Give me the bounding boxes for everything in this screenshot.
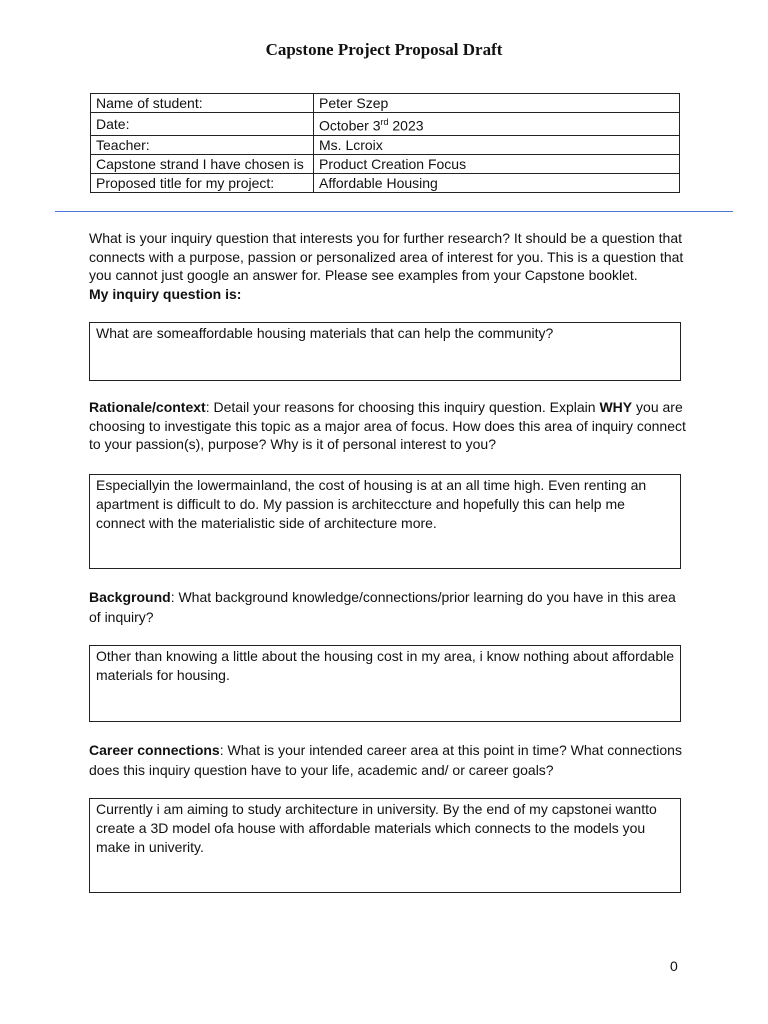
date-value[interactable]	[314, 113, 680, 136]
table-row	[91, 113, 680, 136]
rationale-prompt-a: : Detail your reasons for choosing this inquiry question. Explain	[205, 399, 600, 415]
inquiry-prompt-text: What is your inquiry question that interests you for further research? It should be a question that connects with a purpose, passion or personalized area of interest for you. This is a question that you cannot just google an answer for. Please see examples from your Capstone booklet.	[89, 230, 684, 283]
section-divider	[55, 211, 733, 212]
teacher-value[interactable]: Ms. Lcroix	[314, 135, 680, 154]
inquiry-prompt	[89, 229, 689, 303]
date-year: 2023	[388, 117, 424, 134]
career-answer-box[interactable]: Currently i am aiming to study architecture in university. By the end of my capstonei wantto create a 3D model ofa house with affordable materials which connects to the models you make in univerity.	[89, 798, 681, 893]
name-value[interactable]: Peter Szep	[314, 94, 680, 113]
rationale-heading: Rationale/context	[89, 399, 206, 415]
date-superscript: rd	[380, 117, 389, 127]
project-title-label: Proposed title for my project:	[91, 173, 314, 192]
page-title: Capstone Project Proposal Draft	[265, 40, 503, 59]
rationale-answer-box[interactable]: Especiallyin the lowermainland, the cost of housing is at an all time high. Even renting an apartment is difficult to do. My passion is architeccture and hopefully this can help me connect with the materialistic side of architecture more.	[89, 474, 681, 569]
teacher-label: Teacher:	[91, 135, 314, 154]
table-row	[91, 154, 680, 173]
project-title-value[interactable]: Affordable Housing	[314, 173, 680, 192]
inquiry-label: My inquiry question is:	[89, 285, 242, 302]
career-prompt-text: : What is your intended career area at this point in time? What connections does this inquiry question have to your life, academic and/ or career goals?	[89, 742, 682, 778]
background-prompt	[89, 587, 689, 627]
date-day: October 3	[319, 117, 381, 134]
rationale-prompt-b: you are choosing to investigate this topic as a major area of focus. How does this area of inquiry connect to your passion(s), purpose? Why is it of personal interest to you?	[89, 399, 686, 452]
background-prompt-text: : What background knowledge/connections/prior learning do you have in this area of inquiry?	[89, 589, 676, 625]
inquiry-answer-box[interactable]: What are someaffordable housing materials that can help the community?	[89, 322, 681, 381]
name-label: Name of student:	[91, 94, 314, 113]
student-info-table	[90, 93, 680, 193]
table-row	[91, 135, 680, 154]
table-row	[91, 94, 680, 113]
table-row	[91, 173, 680, 192]
career-heading: Career connections	[89, 742, 220, 758]
career-prompt	[89, 740, 689, 780]
rationale-emphasis: WHY	[599, 399, 633, 415]
date-label: Date:	[91, 113, 314, 136]
rationale-prompt	[89, 398, 689, 454]
strand-label: Capstone strand I have chosen is	[91, 154, 314, 173]
strand-value[interactable]: Product Creation Focus	[314, 154, 680, 173]
background-heading: Background	[89, 589, 171, 605]
background-answer-box[interactable]: Other than knowing a little about the housing cost in my area, i know nothing about affordable materials for housing.	[89, 645, 681, 722]
page-number: 0	[670, 958, 678, 974]
